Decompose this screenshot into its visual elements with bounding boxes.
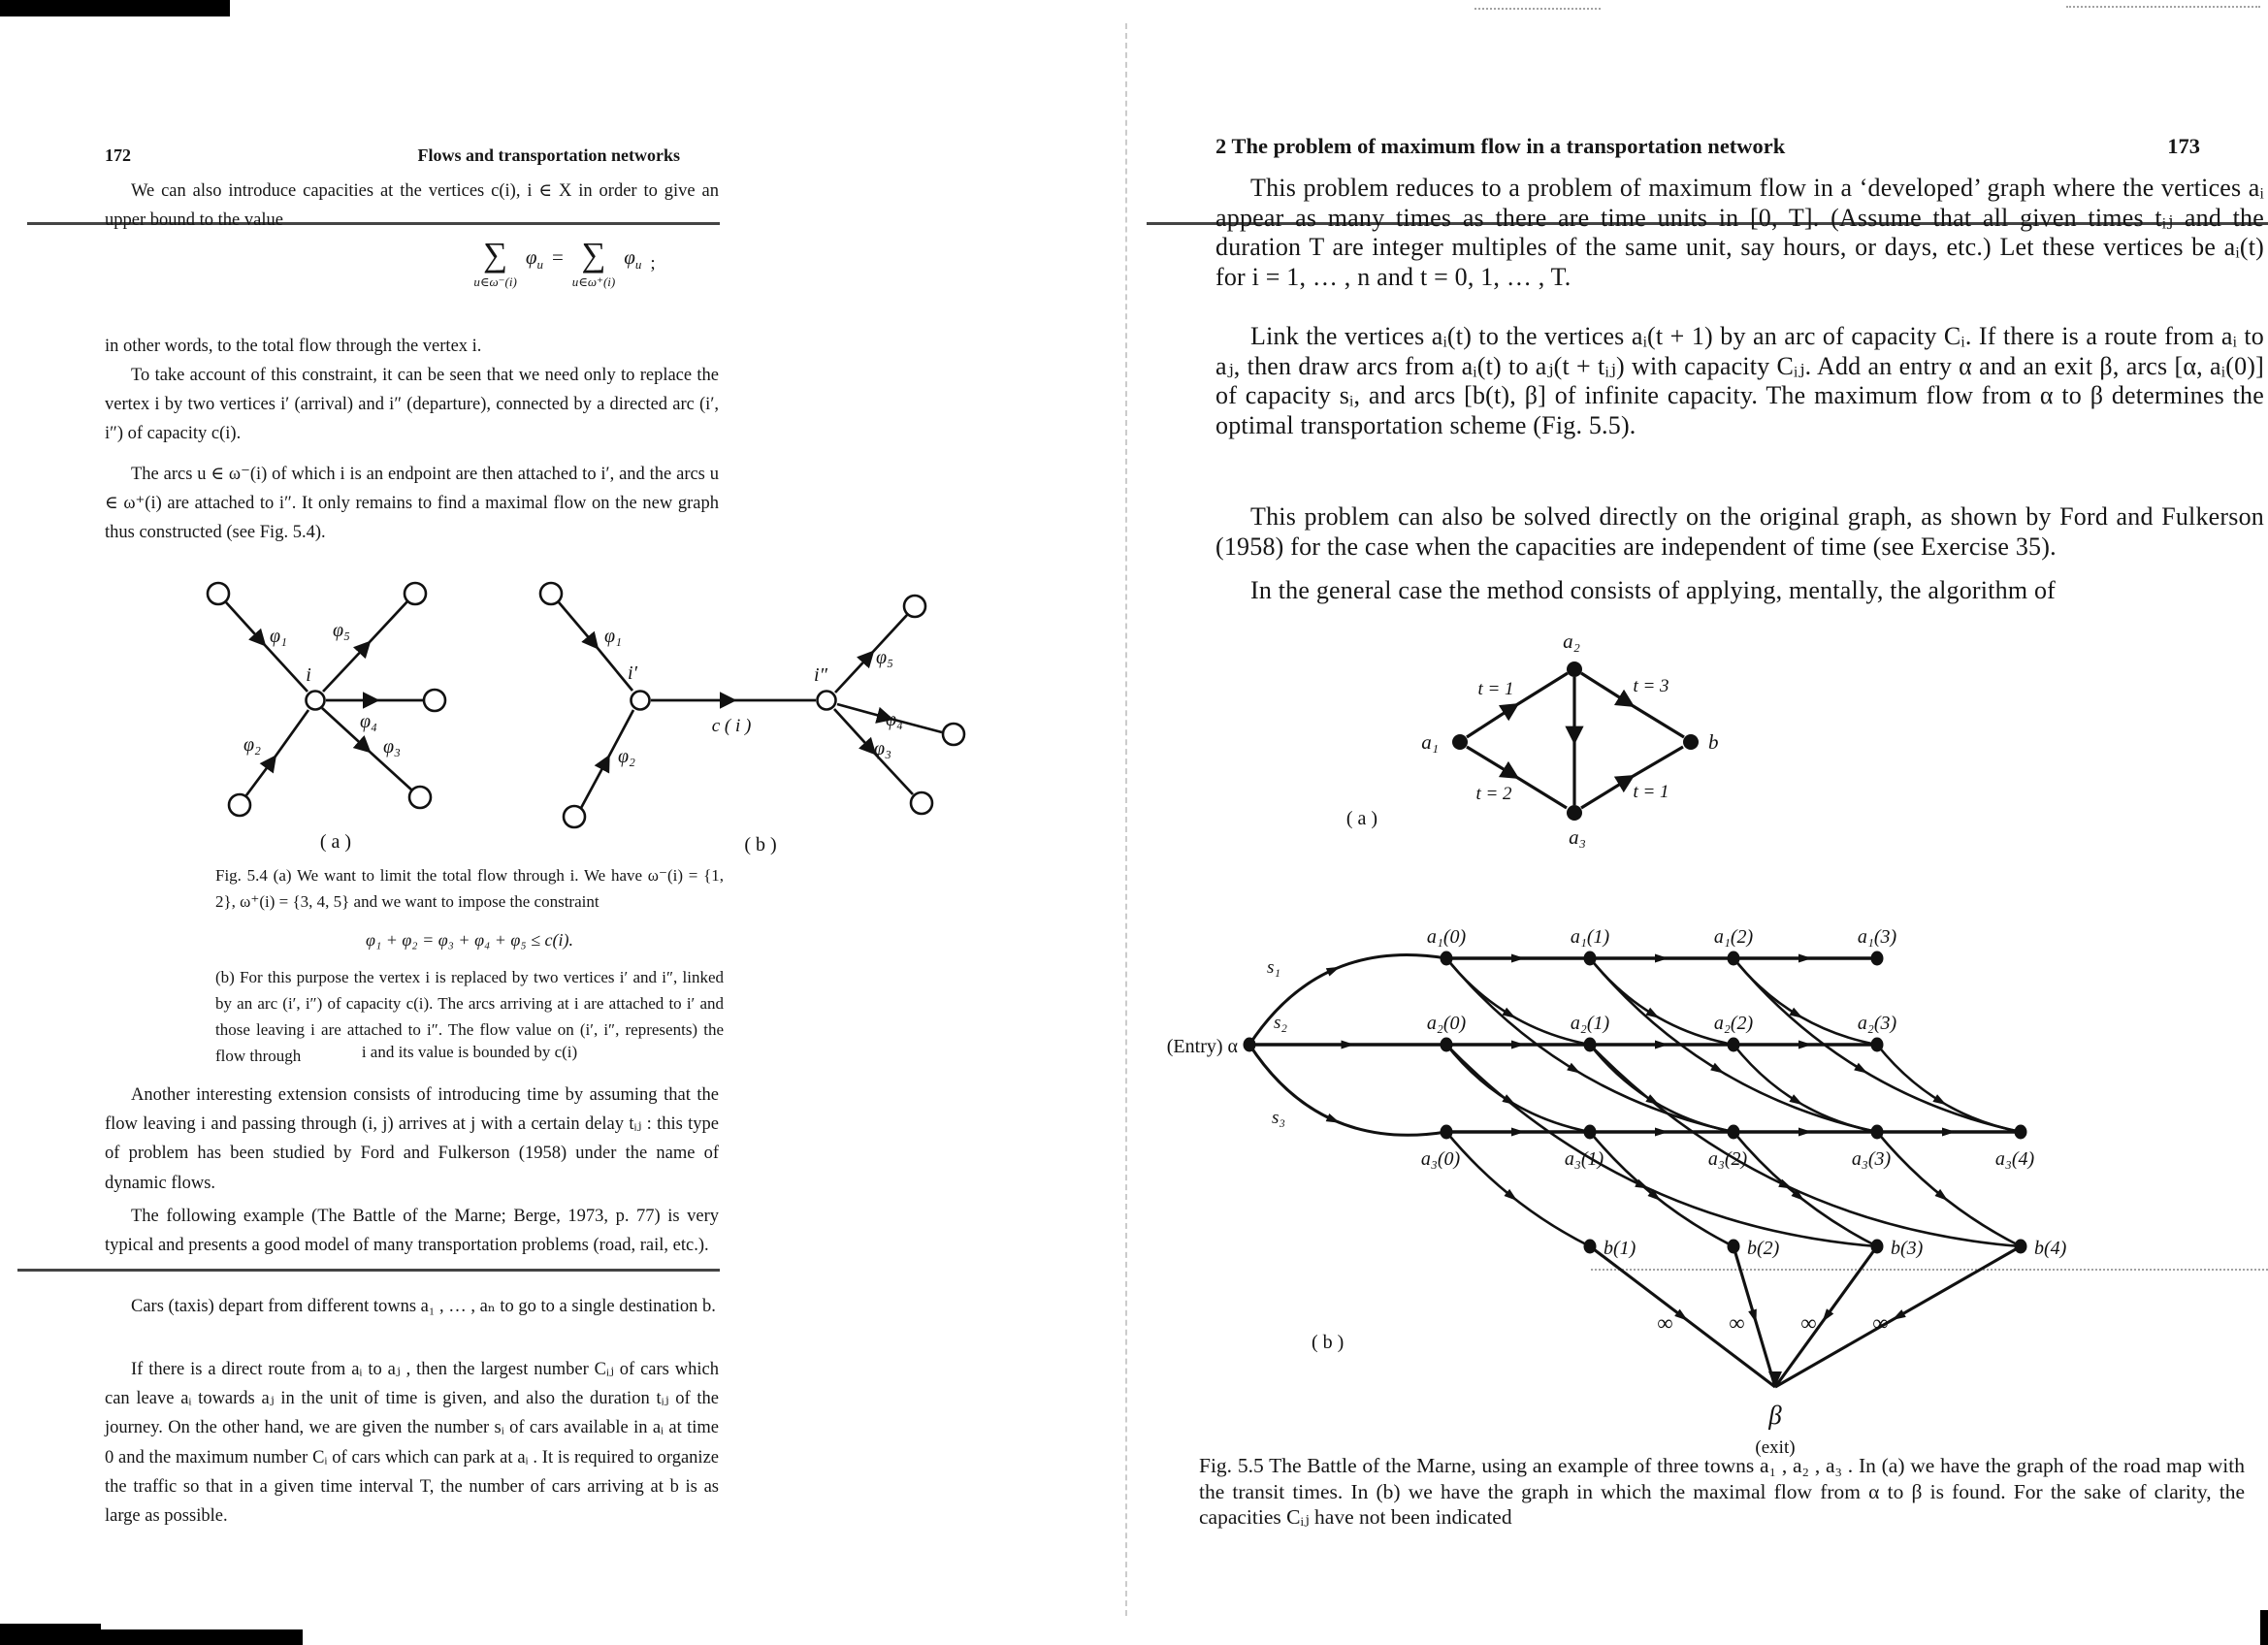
paragraph-solved: This problem can also be solved directly on the original graph, as shown by Ford and Fulkerson (1958) for the case when the capacities are independent of time (see Exercise 35).	[1215, 502, 2264, 561]
fig55b-label-b_2: b(2)	[1747, 1238, 1780, 1259]
fig55a-transit-labels	[1475, 676, 1669, 804]
fig54b-iprime: i′	[628, 662, 637, 684]
fig55b-label-a1_3: a₁(3)	[1857, 926, 1897, 948]
paragraph-route: If there is a direct route from aᵢ to aⱼ , then the largest number Cᵢⱼ of cars which can leave aᵢ towards aⱼ in the unit of time is given, and also the duration tᵢⱼ of the journey. On the other hand, we are given the number sᵢ of cars available in aᵢ at time 0 and the maximum number Cᵢ of cars which can park at aᵢ . It is required to organize the traffic so that in a given time interval T, the number of cars arriving at b is as large as possible.	[105, 1360, 719, 1527]
left-page-number: 172	[105, 145, 131, 165]
fig55b-capacity-label: s₃	[1272, 1108, 1285, 1128]
fig55b-exit-label: (exit)	[1755, 1437, 1796, 1458]
fig55b-label-a1_2: a₁(2)	[1713, 926, 1754, 948]
paragraph-link: Link the vertices aᵢ(t) to the vertices aᵢ(t + 1) by an arc of capacity Cᵢ. If there is a route from aᵢ to aⱼ, then draw arcs from aᵢ(t) to aⱼ(t + tᵢⱼ) with capacity Cᵢⱼ. Add an entry α and an exit β, arcs [α, aᵢ(0)] of capacity sᵢ, and arcs [b(t), β] of infinite capacity. The maximum flow from α to β determines the optimal transportation scheme (Fig. 5.5).	[1215, 322, 2264, 439]
fig55b-edge-a2_0-a3_1	[1446, 1045, 1590, 1132]
fig55b-node-a1_2	[1728, 952, 1740, 966]
fig55a-t-a1a2: t = 1	[1477, 679, 1514, 699]
fig55b-node-a3_1	[1584, 1125, 1597, 1140]
fig54-panel-a: ( a )	[319, 831, 352, 853]
fig54a-phi2: φ₂	[243, 734, 262, 756]
fig55b-edge-a2_2-a3_3	[1733, 1045, 1877, 1132]
fig55a-t-a1a3: t = 2	[1475, 784, 1512, 804]
fig55b-edge-a2_1-a3_2	[1590, 1045, 1733, 1132]
fig55b-label-b_4: b(4)	[2034, 1238, 2067, 1259]
fig54b-phi5: φ₅	[875, 647, 894, 668]
fig55b-label-a1_0: a₁(0)	[1426, 926, 1467, 948]
fig54-labels	[243, 620, 903, 767]
fig55b-arrowhead	[1567, 1063, 1583, 1078]
fig55b-node-a2_2	[1728, 1038, 1740, 1052]
right-page-header	[1215, 134, 2264, 159]
fig55b-label-a3_4: a₃(4)	[1994, 1148, 2035, 1170]
fig54b-phi3: φ₃	[873, 738, 892, 759]
fig55b-arrowhead	[1511, 1041, 1525, 1049]
paragraph-intro: We can also introduce capacities at the vertices c(i), i ∈ X in order to give an upper bound to the value	[105, 181, 719, 231]
fig55b-label-a3_2: a₃(2)	[1707, 1148, 1748, 1170]
right-page-number: 173	[2167, 134, 2200, 158]
flow-variable: $\varphi_u$	[525, 245, 543, 273]
paragraph-general: In the general case the method consists of applying, mentally, the algorithm of	[1250, 576, 2057, 604]
fig54-nodes	[208, 583, 964, 827]
section-heading: 2 The problem of maximum flow in a transportation network	[1215, 134, 1786, 158]
fig55b-node-alpha	[1244, 1038, 1256, 1052]
display-formula-vertex-flow	[419, 236, 710, 290]
fig55a-a2: a₂	[1563, 629, 1580, 653]
fig55b-node-b_3	[1871, 1240, 1884, 1254]
fig55b-arrowhead	[1854, 1063, 1870, 1078]
fig55b-infinity-label: ∞	[1872, 1310, 1889, 1336]
fig55b-capacity-label: s₂	[1274, 1013, 1287, 1033]
fig55b-label-a2_3: a₂(3)	[1857, 1013, 1897, 1034]
caption-5-5: Fig. 5.5 The Battle of the Marne, using an example of three towns a₁ , a₂ , a₃ . In (a) we have the graph of the road map with the transit times. In (b) we have the graph in which the maximal flow from α to β is found. For the sake of clarity, the capacities Cᵢⱼ have not been indicated	[1199, 1454, 2245, 1529]
fig55b-arrowhead	[1942, 1128, 1956, 1137]
figure-5-5-b	[1166, 902, 2268, 1484]
paragraph-cars: Cars (taxis) depart from different towns a₁ , … , aₙ to go to a single destination b.	[131, 1297, 716, 1316]
fig55b-label-b_3: b(3)	[1891, 1238, 1924, 1259]
fig55b-capacity-label: s₁	[1267, 957, 1280, 978]
fig55b-infinity-label: ∞	[1729, 1310, 1745, 1336]
fig55b-node-a3_3	[1871, 1125, 1884, 1140]
fig55b-arrowhead	[1798, 954, 1812, 963]
fig55b-arrowhead	[1798, 1041, 1812, 1049]
paragraph-account: To take account of this constraint, it can be seen that we need only to replace the vertex i by two vertices i′ (arrival) and i″ (departure), connected by a directed arc (i′, i″) of capacity c(i).	[105, 366, 719, 444]
fig55b-label-a3_3: a₃(3)	[1851, 1148, 1892, 1170]
caption-5-4-part-a: Fig. 5.4 (a) We want to limit the total flow through i. We have ω⁻(i) = {1, 2}, ω⁺(i) = {3, 4, 5} and we want to impose the constraint	[215, 866, 724, 911]
figure-5-5-a	[1290, 611, 1833, 863]
scan-artifact-top-dots-2	[2066, 6, 2260, 8]
fig55b-arrowhead	[1655, 954, 1669, 963]
semicolon: ;	[650, 253, 656, 274]
caption-5-4-part-b: (b) For this purpose the vertex i is replaced by two vertices i′ and i″, linked by an arc (i′, i″) of capacity c(i). The arcs arriving at i are attached to i′ and those leaving i are attached to i″. The flow value on (i′, i″, represents) the flow through	[215, 968, 724, 1065]
scan-artifact-bottom-right-mark	[2260, 1610, 2268, 1645]
fig54-panel-b: ( b )	[744, 834, 777, 855]
fig55b-arrowhead	[1798, 1128, 1812, 1137]
fig55b-edge-a2_0-b_3	[1446, 1045, 1877, 1246]
paragraph-other-words: in other words, to the total flow through the vertex i.	[105, 337, 482, 356]
scan-artifact-underline-left	[17, 1269, 720, 1272]
fig55b-label-a2_1: a₂(1)	[1570, 1013, 1610, 1034]
sum-lower-limit-out: u∈ω⁺(i)	[571, 274, 616, 289]
paragraph-arcs: The arcs u ∈ ω⁻(i) of which i is an endpoint are then attached to i′, and the arcs u ∈ ω⁺(i) are attached to i″. It only remains to find a maximal flow on the new graph thus constructed (see Fig. 5.4).	[105, 465, 719, 543]
fig55b-label-a2_2: a₂(2)	[1713, 1013, 1754, 1034]
scan-artifact-top-left-bar	[0, 0, 230, 16]
fig55b-label-b_1: b(1)	[1604, 1238, 1636, 1259]
fig55b-infinity-label: ∞	[1800, 1310, 1817, 1336]
fig55b-node-b_1	[1584, 1240, 1597, 1254]
fig54b-capacity: c ( i )	[711, 716, 752, 736]
fig55b-node-a1_0	[1441, 952, 1453, 966]
fig54a-phi1: φ₁	[269, 626, 288, 647]
fig55b-node-a1_1	[1584, 952, 1597, 966]
fig55a-t-a2b: t = 3	[1633, 676, 1669, 696]
sum-out	[571, 236, 616, 290]
fig54b-idblprime: i″	[814, 664, 827, 686]
fig55b-edge-a1_1-a2_2	[1590, 958, 1733, 1045]
fig55a-a3: a₃	[1569, 825, 1586, 849]
scan-artifact-bottom-left-mark-2	[0, 1629, 303, 1645]
fig54a-center-label: i	[306, 664, 311, 686]
fig55b-node-a3_0	[1441, 1125, 1453, 1140]
sum-in	[473, 236, 517, 290]
fig54b-phi2: φ₂	[617, 746, 636, 767]
fig54a-phi4: φ₄	[359, 711, 378, 732]
fig55b-node-a2_3	[1871, 1038, 1884, 1052]
fig55b-node-a2_0	[1441, 1038, 1453, 1052]
fig55b-arrowhead	[1748, 1309, 1761, 1325]
fig55b-beta-label: β	[1768, 1401, 1782, 1430]
fig54a-phi3: φ₃	[382, 736, 402, 758]
paragraph-example: The following example (The Battle of the Marne; Berge, 1973, p. 77) is very typical and presents a good model of many transportation problems (road, rail, etc.).	[105, 1207, 719, 1256]
fig55b-arrowhead	[1342, 1041, 1355, 1049]
fig55b-node-b_4	[2015, 1240, 2027, 1254]
fig55b-node-a1_3	[1871, 952, 1884, 966]
fig55b-label-a3_0: a₃(0)	[1420, 1148, 1461, 1170]
fig55b-label-a1_1: a₁(1)	[1570, 926, 1610, 948]
fig55b-entry-label: (Entry) α	[1166, 1036, 1238, 1057]
paragraph-reduces: This problem reduces to a problem of maximum flow in a ‘developed’ graph where the vertices aᵢ appear as many times as there are time units in [0, T]. (Assume that all given times tᵢⱼ and the duration T are integer multiples of the same unit, say hours, or days, etc.) Let these vertices be aᵢ(t) for i = 1, … , n and t = 0, 1, … , T.	[1215, 174, 2264, 291]
fig55b-arrowhead	[1511, 1128, 1525, 1137]
equals-sign: =	[551, 245, 564, 269]
left-running-head: Flows and transportation networks	[417, 145, 680, 165]
scan-artifact-top-dots-1	[1474, 8, 1601, 10]
fig55a-t-a3b: t = 1	[1633, 782, 1669, 802]
fig55b-infinity-label: ∞	[1657, 1310, 1673, 1336]
fig55b-node-a3_4	[2015, 1125, 2027, 1140]
fig55a-panel-label: ( a )	[1345, 808, 1378, 829]
fig55a-a1: a₁	[1421, 730, 1439, 754]
fig55b-arrowhead	[1710, 1063, 1727, 1078]
fig55b-arrowhead	[1655, 1041, 1669, 1049]
sum-lower-limit-in: u∈ω⁻(i)	[473, 274, 517, 289]
fig55b-arrowhead	[1326, 1113, 1342, 1127]
fig55b-panel-label: ( b )	[1312, 1332, 1345, 1353]
fig55b-edge-a1_2-a2_3	[1733, 958, 1877, 1045]
fig55b-arrowhead	[1511, 954, 1525, 963]
caption-5-4-formula: φ₁ + φ₂ = φ₃ + φ₄ + φ₅ ≤ c(i).	[365, 930, 574, 950]
fig55b-edge-a2_1-b_4	[1590, 1045, 2021, 1246]
fig55b-edge-a1_0-a2_1	[1446, 958, 1590, 1045]
fig55a-b: b	[1708, 730, 1719, 754]
fig55b-arrowhead	[1326, 963, 1342, 977]
fig54b-phi4: φ₄	[885, 709, 904, 730]
fig55b-arrowhead	[1890, 1309, 1906, 1324]
fig55b-node-b_2	[1728, 1240, 1740, 1254]
fig54-panel-labels	[320, 831, 777, 855]
fig55b-node-a3_2	[1728, 1125, 1740, 1140]
fig55b-edge-a2_3-a3_4	[1877, 1045, 2021, 1132]
paragraph-extension: Another interesting extension consists of introducing time by assuming that the flow leaving i and passing through (i, j) arrives at j with a certain delay tᵢⱼ : this type of problem has been studied by Ford and Fulkerson (1958) under the name of dynamic flows.	[105, 1085, 719, 1193]
fig54b-phi1: φ₁	[603, 626, 623, 647]
sigma-symbol: ∑	[483, 236, 508, 274]
caption-5-4-part-b-end: i and its value is bounded by c(i)	[361, 1043, 578, 1061]
page-gutter-line	[1125, 23, 1127, 1616]
figure-5-4	[136, 574, 1009, 865]
fig55b-arrowhead	[1655, 1128, 1669, 1137]
flow-variable: $\varphi_u$	[624, 245, 642, 273]
fig55b-label-a2_0: a₂(0)	[1426, 1013, 1467, 1034]
sigma-symbol: ∑	[581, 236, 606, 274]
left-page-header	[105, 145, 719, 166]
fig55b-node-a2_1	[1584, 1038, 1597, 1052]
fig55b-label-a3_1: a₃(1)	[1564, 1148, 1604, 1170]
fig54a-phi5: φ₅	[332, 620, 351, 641]
